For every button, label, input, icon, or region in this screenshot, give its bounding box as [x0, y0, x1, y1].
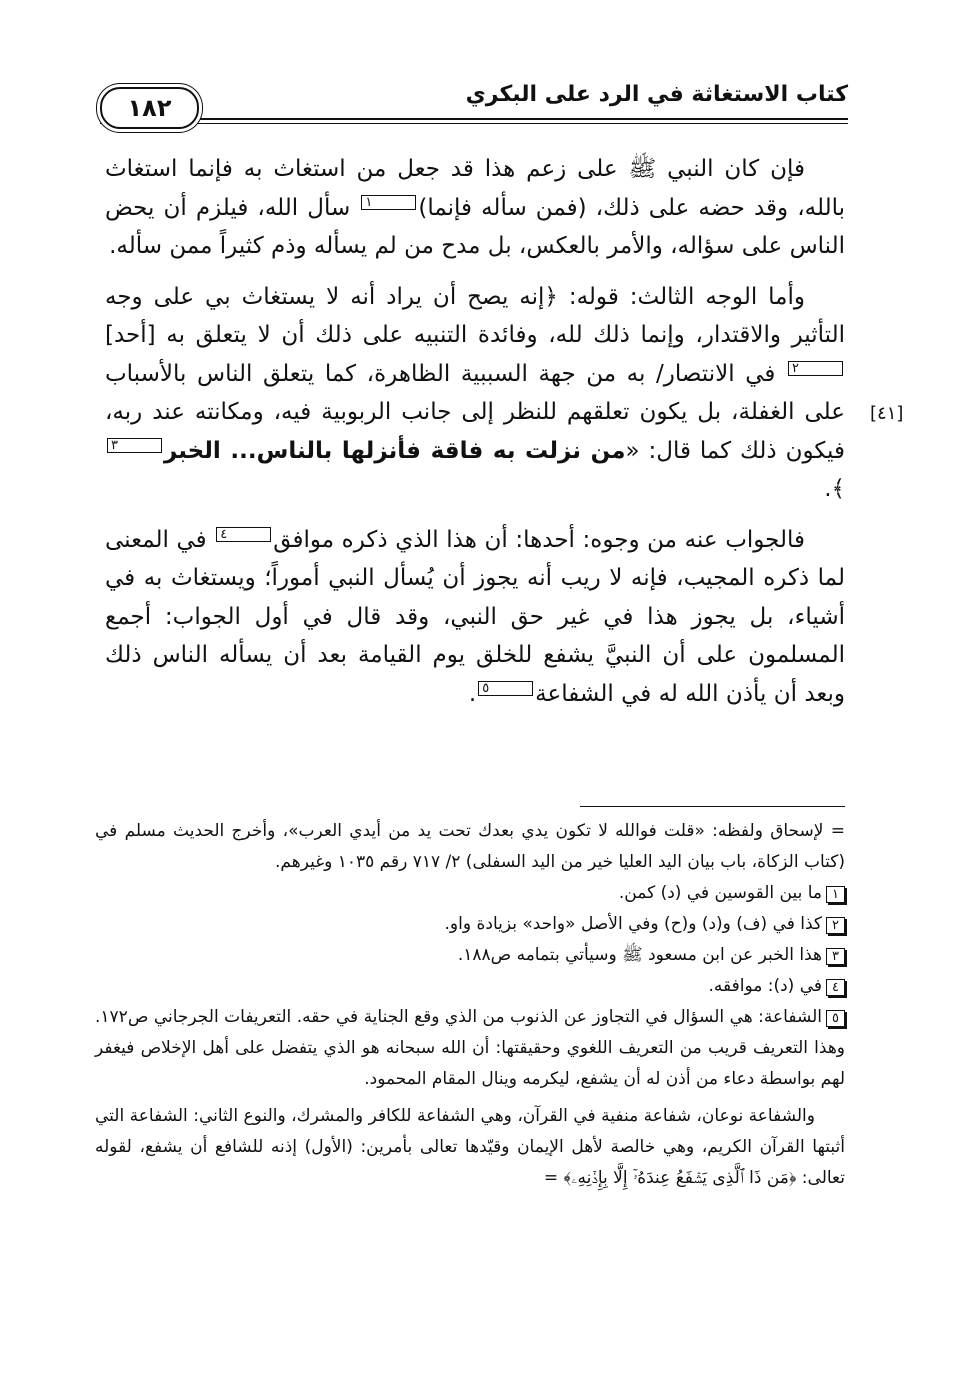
margin-manuscript-ref: [٤١] [870, 403, 904, 424]
footnote-text: هذا الخبر عن ابن مسعود ﷺ وسيأتي بتمامه ص١٨٨. [457, 945, 823, 965]
paragraph-2 [105, 278, 845, 509]
paragraph-text: ﴾. [824, 476, 845, 502]
footnote-1 [95, 878, 845, 909]
footnote-text: ما بين القوسين في (د) كمن. [618, 883, 823, 903]
page-number-frame [100, 87, 199, 129]
footnotes [95, 816, 845, 1194]
footnote-number: ٤ [826, 979, 845, 996]
footnote-marker: ٥ [478, 681, 533, 696]
paragraph-text: . [468, 680, 477, 707]
footnote-marker: ٢ [788, 361, 843, 376]
paragraph-text: فإن كان النبي ﷺ على زعم هذا قد جعل من استغاث به فإنما استغاث بالله، وقد حضه على ذلك، (فمن سأله فإنما) [105, 156, 845, 221]
footnote-text: كذا في (ف) و(د) و(ح) وفي الأصل «واحد» بزيادة واو. [444, 914, 823, 934]
paragraph-text: في الانتصار/ به من جهة السببية الظاهرة، كما يتعلق الناس بالأسباب على الغفلة، بل يكون تعلقهم للنظر إلى جانب الربوبية فيه، ومكانته عند ربه، فيكون ذلك كما قال: « [105, 360, 845, 464]
page-number: ١٨٢ [127, 94, 172, 122]
footnote-text: الشفاعة: هي السؤال في التجاوز عن الذنوب من الذي وقع الجناية في حقه. التعريفات الجرجاني ص١٧٢. وهذا التعريف قريب من التعريف اللغوي وحقيقتها: أن الله سبحانه هو الذي يتفضل على أهل الإخلاص فيغفر لهم بواسطة دعاء من أذن له أن يشفع، ليكرمه وينال المقام المحمود. [95, 1007, 845, 1089]
footnote-number: ٥ [826, 1010, 845, 1027]
footnote-marker: ٣ [107, 438, 162, 453]
paragraph-text: سأل الله، فيلزم أن يحض الناس على سؤاله، والأمر بالعكس، بل مدح من لم يسأله وذم كثيراً ممن سأله. [105, 194, 845, 259]
paragraph-text: فالجواب عنه من وجوه: أحدها: أن هذا الذي ذكره موافق [273, 526, 805, 553]
footnote-continuation: = لإسحاق ولفظه: «قلت فوالله لا تكون يدي بعدك تحت يد من أيدي العرب»، وأخرج الحديث مسلم في (كتاب الزكاة، باب بيان اليد العليا خير من اليد السفلى) ٢/ ٧١٧ رقم ١٠٣٥ وغيرهم. [95, 821, 845, 872]
header-rule-thin [100, 123, 848, 124]
footnote-number: ٣ [826, 948, 845, 965]
main-text [105, 150, 845, 725]
footnote-2 [95, 909, 845, 940]
paragraph-text: وأما الوجه الثالث: قوله: ﴿إنه يصح أن يراد أنه لا يستغاث بي على وجه التأثير والاقتدار، وإنما ذلك لله، وفائدة التنبيه على ذلك أن لا يتعلق به [أحد] [105, 283, 845, 348]
footnote-number: ١ [826, 886, 845, 903]
book-title: كتاب الاستغاثة في الرد على البكري [465, 82, 848, 107]
paragraph-text: في المعنى لما ذكره المجيب، فإنه لا ريب أنه يجوز أن يُسأل النبي أموراً؛ ويستغاث به في أشياء، بل يجوز هذا في غير حق النبي، وقد قال في أول الجواب: أجمع المسلمون على أن النبيَّ يشفع للخلق يوم القيامة بعد أن يسأله الناس ذلك وبعد أن يأذن الله له في الشفاعة [105, 526, 845, 707]
hadith-quote: من نزلت به فاقة فأنزلها بالناس... الخبر [163, 437, 626, 464]
footnote-marker: ١ [361, 195, 416, 210]
footnote-text: في (د): موافقه. [708, 976, 823, 996]
paragraph-1 [105, 150, 845, 266]
page-header [100, 82, 848, 132]
footnote-separator [580, 806, 845, 807]
footnote-5-continued: والشفاعة نوعان، شفاعة منفية في القرآن، وهي الشفاعة للكافر والمشرك، والنوع الثاني: الشفاعة التي أثبتها القرآن الكريم، وهي خالصة لأهل الإيمان وقيّدها تعالى بأمرين: (الأول) إذنه للشافع أن يشفع، لقوله تعالى: ﴿مَن ذَا ٱلَّذِى يَشۡفَعُ عِندَهُۥٓ إِلَّا بِإِذۡنِهِۦ﴾ = [95, 1106, 845, 1188]
footnote-5 [95, 1002, 845, 1095]
footnote-number: ٢ [826, 917, 845, 934]
footnote-4 [95, 971, 845, 1002]
paragraph-3 [105, 521, 845, 714]
header-rule-thick [100, 118, 848, 120]
footnote-marker: ٤ [216, 527, 271, 542]
footnote-3 [95, 940, 845, 971]
